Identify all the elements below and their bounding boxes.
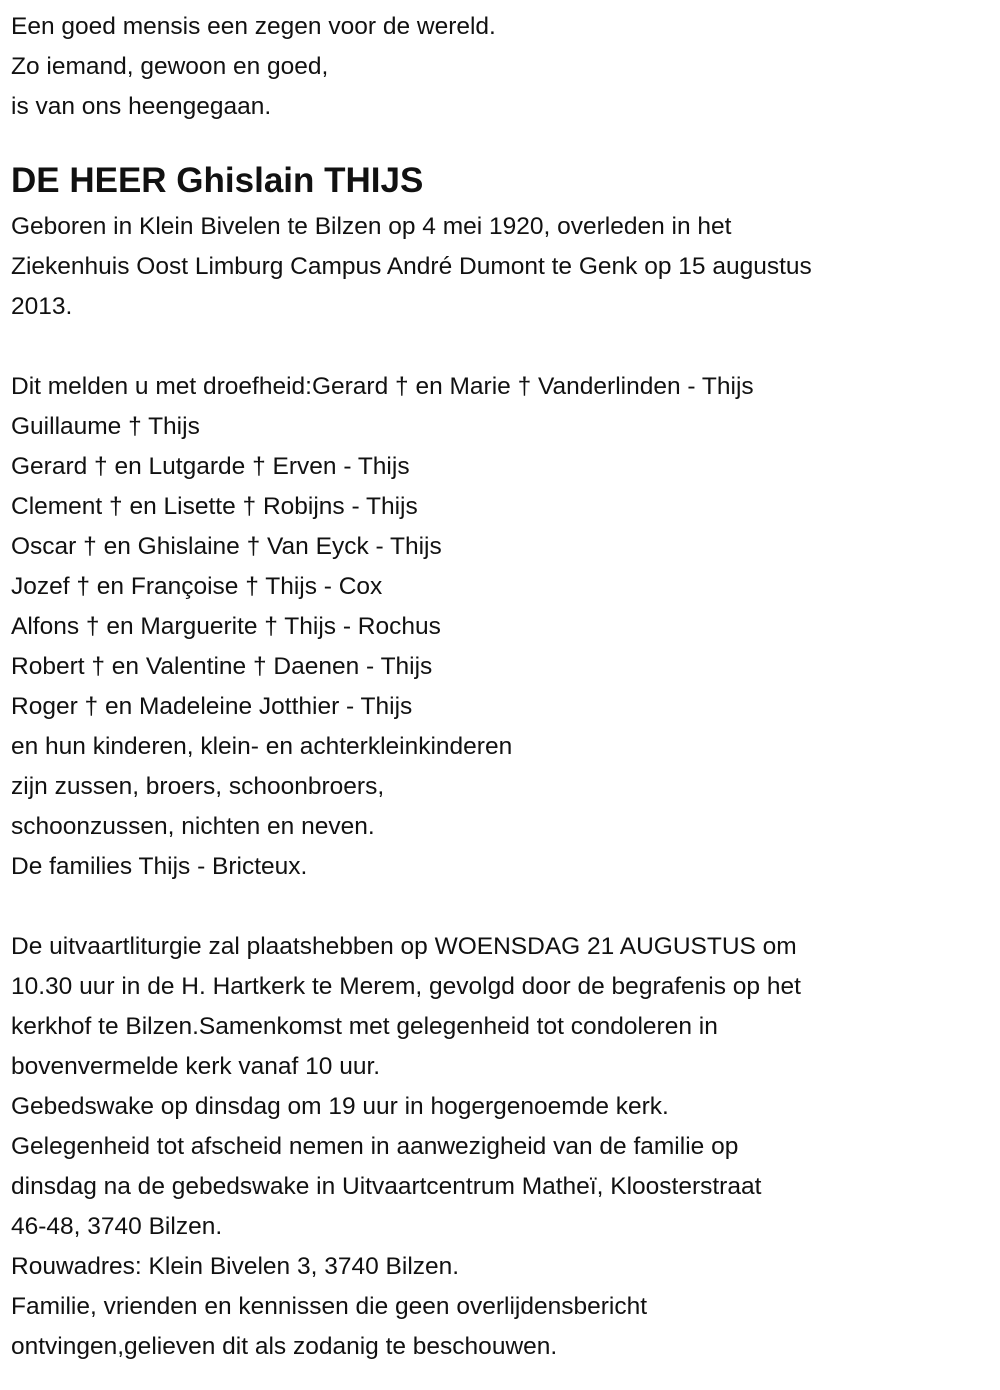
poem [11,7,1000,127]
family-line: Oscar † en Ghislaine † Van Eyck - Thijs [11,533,442,560]
family-line: zijn zussen, broers, schoonbroers, [11,773,385,800]
text-line: 2013. [11,293,73,320]
poem-line: is van ons heengegaan. [11,93,272,120]
family-line: Gerard † en Lutgarde † Erven - Thijs [11,453,410,480]
family-line: Roger † en Madeleine Jotthier - Thijs [11,693,413,720]
poem-line: Zo iemand, gewoon en goed, [11,53,329,80]
funeral-line: dinsdag na de gebedswake in Uitvaartcentrum Matheï, Kloosterstraat [11,1173,762,1200]
funeral-line: De uitvaartliturgie zal plaatshebben op WOENSDAG 21 AUGUSTUS om [11,933,797,960]
family-line: Alfons † en Marguerite † Thijs - Rochus [11,613,441,640]
family-line: Robert † en Valentine † Daenen - Thijs [11,653,433,680]
birth-death-info [11,207,1000,327]
deceased-name-heading: DE HEER Ghislain THIJS [11,161,424,200]
funeral-line: 10.30 uur in de H. Hartkerk te Merem, gevolgd door de begrafenis op het [11,973,801,1000]
family-line: Jozef † en Françoise † Thijs - Cox [11,573,383,600]
funeral-line: kerkhof te Bilzen.Samenkomst met gelegenheid tot condoleren in [11,1013,718,1040]
family-line: en hun kinderen, klein- en achterkleinkinderen [11,733,513,760]
funeral-line: Rouwadres: Klein Bivelen 3, 3740 Bilzen. [11,1253,460,1280]
text-line: Geboren in Klein Bivelen te Bilzen op 4 mei 1920, overleden in het [11,213,732,240]
family-line: Guillaume † Thijs [11,413,200,440]
funeral-line: Gelegenheid tot afscheid nemen in aanwezigheid van de familie op [11,1133,739,1160]
family-line: De families Thijs - Bricteux. [11,853,308,880]
family-list [11,367,1000,887]
family-line: schoonzussen, nichten en neven. [11,813,375,840]
funeral-info [11,927,1000,1367]
poem-line: Een goed mensis een zegen voor de wereld. [11,13,496,40]
family-line: Dit melden u met droefheid:Gerard † en Marie † Vanderlinden - Thijs [11,373,754,400]
funeral-line: Familie, vrienden en kennissen die geen overlijdensbericht [11,1293,648,1320]
funeral-line: ontvingen,gelieven dit als zodanig te beschouwen. [11,1333,558,1360]
family-line: Clement † en Lisette † Robijns - Thijs [11,493,418,520]
text-line: Ziekenhuis Oost Limburg Campus André Dumont te Genk op 15 augustus [11,253,812,280]
funeral-line: Gebedswake op dinsdag om 19 uur in hogergenoemde kerk. [11,1093,669,1120]
funeral-line: bovenvermelde kerk vanaf 10 uur. [11,1053,381,1080]
funeral-line: 46-48, 3740 Bilzen. [11,1213,223,1240]
